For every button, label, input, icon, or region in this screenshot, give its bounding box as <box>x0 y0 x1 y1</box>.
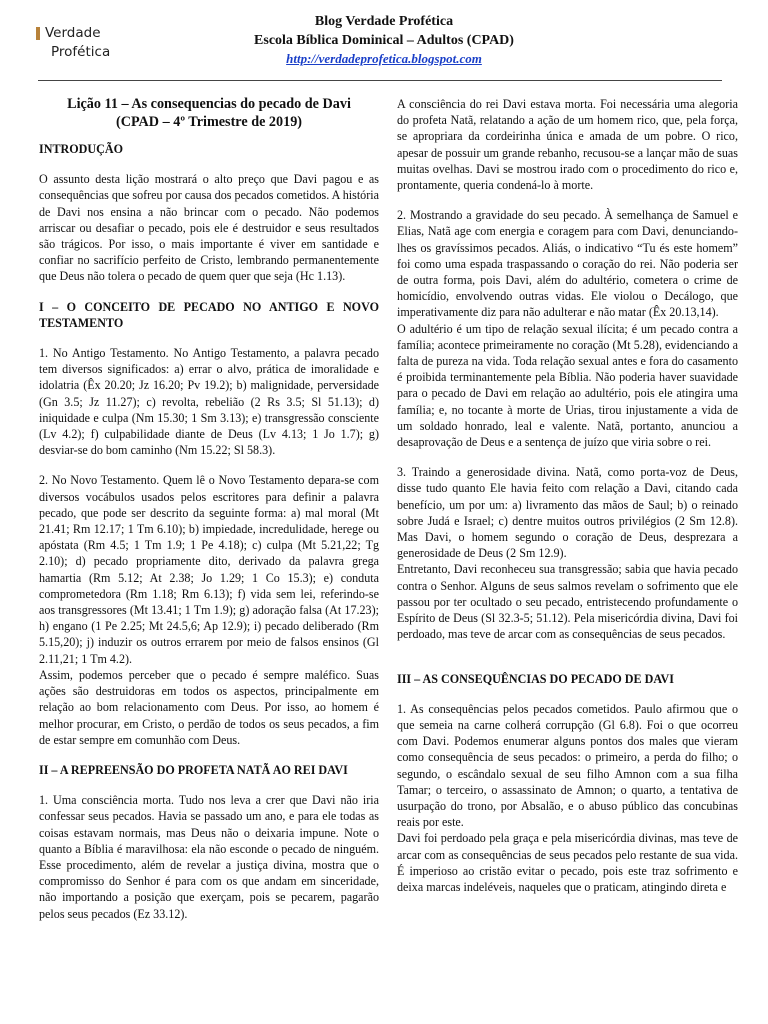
section-3-heading: III – AS CONSEQUÊNCIAS DO PECADO DE DAVI <box>397 671 674 686</box>
intro-paragraph: O assunto desta lição mostrará o alto preço que Davi pagou e as consequências que sofreu por causa dos pecados cometidos. A história de Davi nos ensina a não brincar com o pecado. Não podemos arriscar ou desafiar o pecado, pois ele é destruidor e seus resultados são trágicos. Por isso, o mais importante é viver em santidade e confiar no sacrifício perfeito de Cristo, lembrando permanentemente que Deus não tolera o pecado de quem quer que seja (Hc 1.13). <box>39 172 379 284</box>
section-1-paragraph-1: 1. No Antigo Testamento. No Antigo Testamento, a palavra pecado tem diversos significados: a) errar o alvo, prática de imoralidade e idolatria (Êx 20.20; Jz 16.20; Pv 19.2); b) malignidade, perversidade (Gn 3.5; Jz 11.27); c) revolta, rebelião (2 Rs 3.5; Sl 51.13); d) iniquidade e culpa (Nm 15.30; 1 Sm 3.13); e) transgressão consciente (Lv 4.2); f) culpabilidade diante de Deus (Lv 4.13; 1 Jo 1.7); g) desviar-se do bom caminho (Nm 15.22; Sl 58.3). <box>39 346 379 458</box>
right-paragraph-3: O adultério é um tipo de relação sexual ilícita; é um pecado contra a família; acontece primeiramente no coração (Mt 5.28), evidenciando a falta de pureza na vida. Toda relação sexual antes e fora do casamento é proibida terminantemente pela Bíblia. Não poderia haver suavidade para o pecado de Davi em relação ao adultério, pois ele atingira uma família; e, no tocante à morte de Urias, tirou injustamente a vida de um soldado honrado, leal e valente. Natã, portanto, anunciou a desaprovação de Deus e a sentença de juízo que viria sobre o rei. <box>397 321 738 450</box>
intro-heading: INTRODUÇÃO <box>39 142 123 156</box>
right-column <box>397 96 738 895</box>
section-2-paragraph-1: 1. Uma consciência morta. Tudo nos leva a crer que Davi não iria confessar seus pecados. Havia se passado um ano, e para ele todas as coisas estavam normais, mas Deus não o deixaria impune. Note o quanto a Bíblia é maravilhosa: ela não esconde o pecado de ninguém. Esse procedimento, além de revelar a justiça divina, mostra que o compromisso do Senhor é para com os que andam em sinceridade, não importando a posição que exerçam, pois se pecarem, pagarão pelos seus pecados (Ez 33.12). <box>39 793 379 921</box>
lesson-title-line-2: (CPAD – 4º Trimestre de 2019) <box>115 114 303 130</box>
lesson-title <box>39 95 379 131</box>
right-paragraph-7: Davi foi perdoado pela graça e pela misericórdia divinas, mas teve de arcar com as consequências de seus pecados pelo restante de sua vida. É imperioso ao cristão evitar o pecado, pois este traz sofrimento e deixa marcas indeléveis, naqueles que o praticam, atingindo direta e <box>397 831 738 894</box>
right-paragraph-5: Entretanto, Davi reconheceu sua transgressão; sabia que havia pecado contra o Senhor. Alguns de seus salmos revelam o sofrimento que ele passou por ter ocultado o seu pecado, entristecendo profundamente o Espírito de Deus (Sl 32.3-5; 51.12). Pela misericórdia divina, Davi foi perdoado, mas teve de arcar com as consequências de seus pecados. <box>397 562 738 642</box>
section-1-heading: I – O CONCEITO DE PECADO NO ANTIGO E NOVO TESTAMENTO <box>39 299 379 330</box>
right-paragraph-4: 3. Traindo a generosidade divina. Natã, como porta-voz de Deus, disse tudo quanto Ele havia feito com relação a Davi, citando cada benefício, um por um: a) livramento das mãos de Saul; b) o reinado sobre Judá e Israel; c) dentre muitos outros privilégios (2 Sm 12.8). Mas Davi, o homem segundo o coração de Deus, desprezara a generosidade de Deus (2 Sm 12.9). <box>397 465 738 561</box>
header-divider <box>38 80 722 81</box>
section-2-heading: II – A REPREENSÃO DO PROFETA NATÃ AO REI DAVI <box>39 762 348 777</box>
lesson-title-line-1: Lição 11 – As consequencias do pecado de Davi <box>67 96 351 112</box>
right-paragraph-1: A consciência do rei Davi estava morta. Foi necessária uma alegoria do profeta Natã, relatando a ação de um homem rico, que, pela força, se apropriara da cordeirinha única e amada de um pobre. O rico, apesar de possuir um grande rebanho, recusou-se a lançar mão de suas muitas ovelhas. Davi se mostrou irado com o procedimento do rico e, prontamente, queria condená-lo à morte. <box>397 97 738 193</box>
blog-url-link[interactable]: http://verdadeprofetica.blogspot.com <box>286 51 482 66</box>
logo-text-1: Verdade <box>45 25 101 41</box>
section-1-paragraph-2: 2. No Novo Testamento. Quem lê o Novo Testamento depara-se com diversos vocábulos usados pelos escritores para definir a palavra pecado, que pode ser descrito da seguinte forma: a) mal moral (Mt 21.41; Rm 12.17; 1 Tm 6.10); b) impiedade, incredulidade, herege ou apóstata (Rm 4.5; 1 Tm 1.9; 1 Pe 4.18); c) culpa (Mt 5.21,22; Tg 2.10); d) pecado propriamente dito, derivado da palavra grega hamartia (Rm 5.12; At 2.38; Jo 1.29; 1 Co 15.3); e) conduta comprometedora (Rm 1.18; Rm 6.13); f) vida sem lei, referindo-se aos transgressores (Mt 13.41; 1 Tm 1.9); g) adoração falsa (At 17.23); h) engano (1 Pe 2.25; Mt 24.5,6; Ap 12.9); i) pecado deliberado (Rm 5.15,20); j) induzir os outros errarem por meio de falsos ensinos (Gl 2.11,21; 1 Tm 4.2). <box>39 473 379 666</box>
blog-title: Blog Verdade Profética <box>314 14 454 29</box>
left-column <box>39 95 379 922</box>
school-title: Escola Bíblica Dominical – Adultos (CPAD) <box>254 33 514 48</box>
section-1-paragraph-3: Assim, podemos perceber que o pecado é sempre maléfico. Suas ações são destruidoras em todos os aspectos, principalmente em relação ao bom relacionamento com Deus. Por isso, ao homem é melhor procurar, em Cristo, o perdão de todos os seus pecados, a fim de estar sempre em comunhão com Deus. <box>39 667 379 747</box>
right-paragraph-2: 2. Mostrando a gravidade do seu pecado. À semelhança de Samuel e Elias, Natã age com energia e coragem para com Davi, denunciando-lhes os gravíssimos pecados. Aliás, o indicativo “Tu és este homem” foi como uma espada traspassando o coração do rei. Não poderia ser de outra forma, pois Davi, além do adultério, cometera o crime de homicídio, envolvendo outras vidas. Ele violou o Decálogo, que imperativamente diz para não adulterar e não matar (Êx 20.13,14). <box>397 208 738 320</box>
logo-text-2: Profética <box>51 44 111 60</box>
blog-url-wrap <box>0 51 768 67</box>
right-paragraph-6: 1. As consequências pelos pecados cometidos. Paulo afirmou que o que semeia na carne colherá corrupção (Gl 6.8). Foi o que ocorreu com Davi. Podemos enumerar alguns pontos dos males que vieram como consequência de seus pecados: o primeiro, a perda do filho; o segundo, o escândalo sexual de seu filho Amnon com a sua filha Tamar; o terceiro, o assassinato de Amnon; o quarto, a tentativa de usurpação do trono, por Absalão, e o abuso público das concubinas reais por este. <box>397 701 738 830</box>
